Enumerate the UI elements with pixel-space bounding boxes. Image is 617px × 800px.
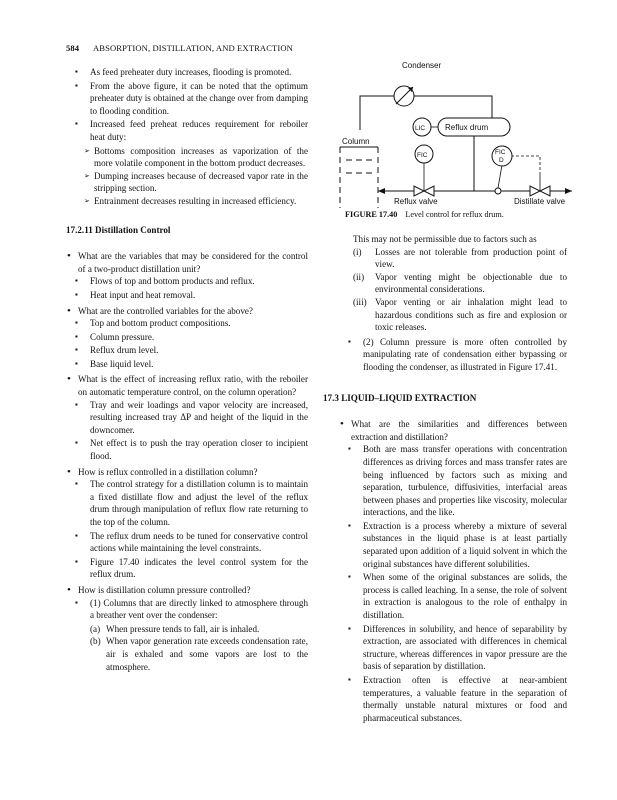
answer-text: and height of the liquid in the downcomer. — [90, 412, 308, 435]
enumerated-item — [66, 623, 308, 636]
enum-label: (b) — [90, 636, 101, 647]
answer-text: Tray and weir loadings and vapor velocity are increased, resulting increased tray — [90, 399, 308, 423]
figure-caption-text: Level control for reflux drum. — [405, 210, 504, 219]
list-item: ▪ Base liquid level. — [66, 358, 308, 371]
left-column — [66, 66, 308, 673]
sub-list-item: ➢ Dumping increases because of decreased vapor rate in the stripping section. — [66, 170, 308, 195]
list-item: ▪ Flows of top and bottom products and reflux. — [66, 275, 308, 288]
question: • How is reflux controlled in a distillation column? — [66, 466, 308, 479]
lic-label: LIC — [415, 125, 426, 132]
reflux-valve-left — [414, 186, 424, 196]
list-item: ▪ Heat input and heat removal. — [66, 289, 308, 302]
distillate-valve-left — [530, 186, 540, 196]
enumerated-item — [339, 271, 567, 296]
enum-text: When vapor generation rate exceeds condensation rate, air is exhaled and some vapors are lost to the atmosphere. — [106, 636, 308, 672]
list-item: ▪ Column pressure. — [66, 331, 308, 344]
figure-caption-label: FIGURE 17.40 — [345, 210, 398, 219]
enum-text: Vapor venting might be objectionable due to environmental considerations. — [375, 271, 567, 295]
list-item: ▪ The reflux drum needs to be tuned for conservative control actions while maintaining the level constraints. — [66, 530, 308, 555]
list-item: ▪ (2) Column pressure is more often controlled by manipulating rate of condensation either bypassing or flooding the condenser, as illustrated in Figure 17.41. — [339, 336, 567, 374]
list-item: ▪ Reflux drum level. — [66, 344, 308, 357]
enum-label: (iii) — [353, 296, 367, 307]
list-item: ▪ Net effect is to push the tray operation closer to incipient flood. — [66, 437, 308, 462]
running-title: ABSORPTION, DISTILLATION, AND EXTRACTION — [92, 43, 293, 53]
right-column — [323, 233, 567, 725]
page-number: 584 — [66, 43, 80, 53]
reflux-valve-label: Reflux valve — [394, 197, 438, 206]
running-header — [66, 43, 293, 53]
enum-text: Losses are not tolerable from production point of view. — [375, 246, 567, 270]
section-heading-liquid-liquid-extraction: 17.3 LIQUID–LIQUID EXTRACTION — [323, 392, 477, 403]
enumerated-item — [339, 296, 567, 334]
list-item: ▪ As feed preheater duty increases, flooding is promoted. — [66, 66, 308, 79]
figure-caption — [345, 210, 504, 219]
paragraph: This may not be permissible due to factors such as — [353, 234, 537, 244]
distillate-arrowhead — [565, 188, 572, 194]
question: • What is the effect of increasing reflux ratio, with the reboiler on automatic temperature control, on the column operation? — [66, 373, 308, 398]
enumerated-item — [339, 246, 567, 271]
fic-d-label-top: FIC — [495, 149, 506, 156]
flow-element — [495, 188, 501, 194]
delta-p-symbol: ΔP — [180, 412, 191, 423]
fic-d-signal — [511, 156, 540, 175]
section-heading-distillation-control: 17.2.11 Distillation Control — [66, 224, 171, 235]
enum-text: Vapor venting or air inhalation might lead to hazardous conditions such as fire and explosion or toxic releases. — [375, 296, 567, 333]
sub-list-item: ➢ Entrainment decreases resulting in increased efficiency. — [66, 195, 308, 208]
list-item: ▪ Extraction often is effective at near-ambient temperatures, a valuable feature in the separation of thermally unstable natural mixtures or food and pharmaceutical substances. — [339, 674, 567, 724]
list-item: ▪ Extraction is a process whereby a mixture of several substances in the liquid phase is at least partially separated upon addition of a liquid solvent in which the original substances have different solubilities. — [339, 520, 567, 570]
condenser-label: Condenser — [402, 61, 442, 70]
question: • What are the controlled variables for the above? — [66, 305, 308, 318]
enum-label: (ii) — [353, 271, 365, 282]
fic-label: FIC — [417, 152, 428, 159]
enumerated-item — [66, 635, 308, 673]
list-item: ▪ Figure 17.40 indicates the level control system for the reflux drum. — [66, 556, 308, 581]
list-item: ▪ When some of the original substances are solids, the process is called leaching. In a sense, the role of solvent in extraction is analogous to the role of enthalpy in distillation. — [339, 571, 567, 621]
question: • What are the variables that may be considered for the control of a two-product distillation unit? — [66, 250, 308, 275]
distillate-valve-label: Distillate valve — [514, 197, 566, 206]
reflux-drum-label: Reflux drum — [445, 123, 489, 132]
sub-list-item: ➢ Bottoms composition increases as vaporization of the more volatile component in the bottom product decreases. — [66, 145, 308, 170]
fic-d-sensor-line — [498, 165, 502, 188]
enum-label: (a) — [90, 623, 101, 634]
list-item: ▪ Both are mass transfer operations with concentration differences as driving forces and mass transfer rates are being influenced by factors such as mixing and separation, turbulence, diffusivities, interfacial areas between phases and properties like viscosity, molecular interactions, and the like. — [339, 443, 567, 519]
question: • How is distillation column pressure controlled? — [66, 584, 308, 597]
list-item: ▪ From the above figure, it can be noted that the optimum preheater duty is obtained at the change over from damping to flooding condition. — [66, 80, 308, 118]
list-item: ▪ Increased feed preheat reduces requirement for reboiler heat duty: — [66, 118, 308, 143]
distillate-valve-right — [540, 186, 550, 196]
list-item: ▪ (1) Columns that are directly linked to atmosphere through a breather vent over the condenser: — [66, 597, 308, 622]
reflux-arrowhead — [378, 188, 385, 194]
reflux-valve-right — [424, 186, 434, 196]
list-item: ▪ The control strategy for a distillation column is to maintain a fixed distillate flow and adjust the level of the reflux drum through manipulation of reflux flow rate returning to the top of the column. — [66, 478, 308, 528]
list-item: ▪ Top and bottom product compositions. — [66, 317, 308, 330]
column-label: Column — [342, 137, 370, 146]
enum-label: (i) — [353, 246, 362, 257]
figure-reflux-drum-level-control — [332, 58, 582, 208]
list-item: ▪ Differences in solubility, and hence of separability by extraction, are associated with differences in chemical structure, whereas differences in vapor pressure are the basis of separation by distillation. — [339, 623, 567, 673]
enum-text: When pressure tends to fall, air is inhaled. — [106, 623, 260, 634]
fic-d-label-bottom: D — [499, 157, 504, 164]
list-item — [66, 399, 308, 437]
question: • What are the similarities and differences between extraction and distillation? — [339, 418, 567, 443]
